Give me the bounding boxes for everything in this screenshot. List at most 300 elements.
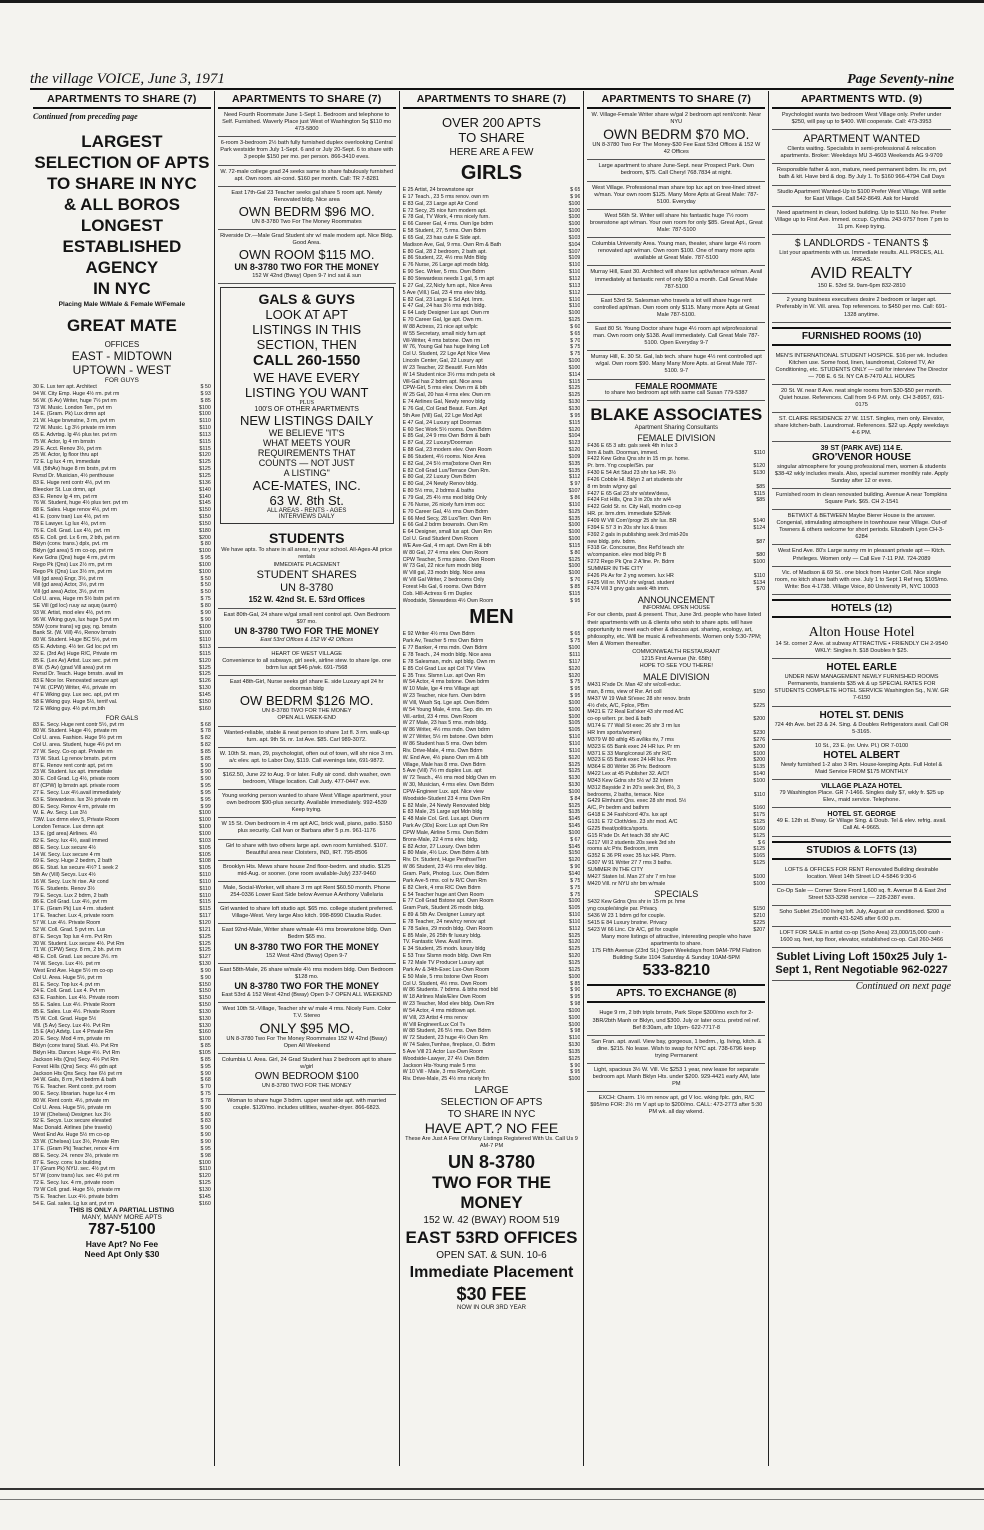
listing-text: F394 E 57 3 in 20s shr lux & travs <box>587 524 667 531</box>
ad-text: IMMEDIATE PLACEMENT <box>273 561 340 568</box>
listing-price: $110 <box>569 734 581 741</box>
listing-text: 86 E. Stud. lux secure 4½? 1 seek 2 <box>33 865 119 872</box>
classified-ad: Huge 9 rm, 2 bth triplx brnstn, Park Slope $300/mo exch for 2-3BR/2bth Manh or Bklyn, und $300. July or later occu. pretrd rel ref. Bef 8:30am, aftr 10pm- 622-7717-8 <box>587 1007 765 1035</box>
listing-price: $150 <box>199 698 211 705</box>
listing-row <box>587 559 765 566</box>
largest-line: LONGEST <box>80 216 163 235</box>
listing-text: M420 Vill. nr NYU shr bm w/male <box>587 880 666 887</box>
listing-row <box>33 886 211 893</box>
listing-row <box>33 494 211 501</box>
listing-text: new bldg. priv. bdrm. <box>587 538 637 545</box>
listing-text: W 55 Secretary, small nicly furn apt <box>402 330 486 337</box>
listing-price: $150 <box>199 520 211 527</box>
listing-row <box>33 535 211 542</box>
ace-line: WE BELIEVE "IT'S <box>268 428 345 439</box>
largest-line: ESTABLISHED AGENCY <box>62 237 182 277</box>
listing-text: W 10 Vill - Male, 3 rms Renly/Contr. <box>402 1069 487 1076</box>
listing-price: $120 <box>199 657 211 664</box>
listing-row <box>33 1173 211 1180</box>
announcement-address: 1215 First Avenue (Nr. 65th) <box>641 655 712 662</box>
classified-ad: West End Ave. 80's Large sunny rm in pleasant private apt — Kitch. Privileges. Women only — Call Eve 7-11 P.M. 724-2089 <box>772 545 951 566</box>
listing-price: $ 50 <box>200 384 211 390</box>
listing-text: 13 E. (gd area) Airlines. 4½ <box>33 831 98 837</box>
listing-row <box>33 610 211 617</box>
listing-text: 78 E Lawyer. Lg lux 4½, pvt rm <box>33 520 106 527</box>
listing-row <box>587 443 765 450</box>
listing-price: $ 60 <box>570 323 581 330</box>
listing-text: W 72 Teach., 4½ rms mod bldg Own rm <box>402 775 496 782</box>
listing-row <box>587 833 765 840</box>
listing-row <box>33 763 211 770</box>
listing-text: F409 W Vill Com'/progr 25 shr lux. BR <box>587 518 677 524</box>
listing-price: $100 <box>753 873 766 880</box>
ad-headline: Alton House Hotel <box>808 624 915 640</box>
classified-ad: ST. CLAIRE RESIDENCE 27 W. 11ST. Singles, men only. Elevator, share kitchen-bath. Laundromat. References. $22 up. Apply weekdays 4-6 PM. <box>772 413 951 441</box>
listing-text: W 88 Actress, 21 nice apt w/fplc <box>402 323 478 330</box>
ace-line: SECTION, THEN <box>256 337 357 353</box>
listing-text: 5 Ave (Vill.) Gal, 23 4 rms elev bldg. <box>402 289 487 296</box>
listing-price: $ 90 <box>200 1125 211 1132</box>
listing-row <box>33 756 211 763</box>
listing-price: $100 <box>753 559 766 566</box>
listing-row <box>403 1069 581 1076</box>
blake-many: Many more listings of attractive, interesting people who have apartments to share. <box>601 933 752 947</box>
classified-ad: MEN'S INTERNATIONAL STUDENT HOSPICE. $16 per wk. Includes Kitchen use. Some food, linen, laundromat, Colored TV, Air Conditioning, etc. STUDENTS ONLY — call for interview The Director — 708 E. 6 St. NY CA 8-7470 ALL HOURS <box>772 350 951 385</box>
listing-row <box>33 1036 211 1043</box>
listing-row <box>33 872 211 879</box>
listing-text: M421 E 72 Real Est'xker 43 shr mod A/C <box>587 709 684 716</box>
listing-price: $100 <box>568 973 581 980</box>
listing-price: $121 <box>199 926 211 933</box>
listing-text: 87 E. Secys Top lux 4 rm. Pvt Rm <box>33 933 112 940</box>
ad-text: UNDER NEW MANAGEMENT NEWLY FURNISHED ROOMS Permanents, transients $35 wk & up SPECIAL RATES FOR STUDENTS COMPLETE HOTEL SERVICE Washington Sq., N.W. GR 7-6150 <box>774 674 949 702</box>
listing-row <box>33 617 211 624</box>
listing-row <box>33 405 211 412</box>
listing-text: Park Av, Teacher 5 rms Own Bdrm <box>402 638 484 645</box>
listing-text: W Vill, Wash Sq. Lge apt. Own Bdrm <box>402 699 489 706</box>
listing-row <box>403 631 581 638</box>
listing-price: $ 98 <box>570 1028 581 1035</box>
listing-row <box>33 1050 211 1057</box>
listing-text: Bronx-Male, 22 4 rms elev. bldg. <box>402 836 479 843</box>
listing-price: $ 95 <box>570 686 581 693</box>
classified-ad <box>772 780 951 808</box>
listing-row <box>587 518 765 525</box>
listing-row <box>33 596 211 603</box>
listing-price: $109 <box>568 255 581 262</box>
largest-line: IN NYC <box>93 279 151 298</box>
listing-row <box>403 447 581 454</box>
classified-ad: LOFTS & OFFICES FOR RENT Renovated Building desirable location. West 14th Street LO 4-5846 9:30-6 <box>772 864 951 885</box>
listing-row <box>403 529 581 536</box>
listing-price: $104 <box>568 241 581 248</box>
listing-text: 71 W. (CPW) Secy. 8 rm, 2 bh. pvt rm <box>33 947 122 954</box>
listing-text: 79 W Coll. grad. Huge 5½, private rm <box>33 1186 121 1193</box>
listing-price: $115 <box>199 906 211 913</box>
listing-price: $ 93 <box>200 390 211 397</box>
listing-text: CPW-Girl, 5 rms elev. Own rm & bth <box>402 385 488 392</box>
listing-row <box>587 723 765 730</box>
ad-text: 150 E. 53rd St. 9am-6pm 832-2810 <box>817 283 906 290</box>
listing-price: $105 <box>199 851 211 858</box>
listing-row <box>587 484 765 491</box>
listing-row <box>33 1112 211 1119</box>
listing-text: 96 W. Wking guys, lux huge 5 pvt rm <box>33 616 119 623</box>
listing-row <box>403 522 581 529</box>
listing-text: 94 W. City Emp. Huge 4½ rm. pvt rm <box>33 390 120 397</box>
listing-price: $100 <box>753 750 766 757</box>
listing-text: Jackson Hts Qns Secy. hse 6½ pvt rm <box>33 1070 123 1077</box>
ad-headline: HEART OF WEST VILLAGE <box>271 650 342 657</box>
listing-row <box>33 630 211 637</box>
blake-address: 175 Fifth Avenue (23rd St.) Open Weekdays from 9AM-7PM Flatiron Building Suite 1104 Saturday & Sunday 10AM-5PM <box>591 948 761 962</box>
listing-price: $100 <box>568 214 581 221</box>
listing-text: yng couple/single par. Privacy <box>587 906 658 913</box>
footer-rule <box>0 1488 984 1490</box>
listing-row <box>33 941 211 948</box>
listing-price: $115 <box>569 378 581 385</box>
listing-row <box>33 858 211 865</box>
listing-price: $180 <box>199 527 211 534</box>
listing-price: $ 6 <box>757 839 766 846</box>
listing-text: W 86 Student has 5 rms. Own bdrm <box>402 740 487 747</box>
listing-row <box>403 399 581 406</box>
listing-text: 16 W. Secy. Lux hi rise. Air cond <box>33 878 109 885</box>
listing-text: Lincoln Center, Gal, 22 Luxury apt <box>402 358 483 365</box>
listing-price: $225 <box>753 919 766 926</box>
listing-row <box>33 810 211 817</box>
listing-price: $ 80 <box>200 603 211 609</box>
ad-text: East 53rd Offices & 152 W 42 Offices <box>260 636 354 643</box>
listing-price: $115 <box>199 899 211 906</box>
ad-text: Riverside Dr.—Male Grad Student shr w/ male modern apt. Nice Bldg. Good Area. <box>220 233 394 247</box>
listing-text: 20 E. Secy. Mod 4 rm, private rm <box>33 1036 111 1043</box>
listing-text: E 70 Career Gal, lge apt. Own rm. <box>402 317 483 324</box>
ace-line: COUNTS — NOT JUST <box>258 458 355 469</box>
listing-row <box>403 768 581 775</box>
two-money-hours: OPEN SAT. & SUN. 10-6 <box>436 1249 547 1261</box>
listing-row <box>33 1077 211 1084</box>
listing-text: 33 W. (Chelsea) Lux 3½, Private Rm <box>33 1138 119 1145</box>
listing-row <box>403 1049 581 1056</box>
listing-text: E 72 Secy, 25 nice furn modern apt. <box>402 207 487 214</box>
listing-row <box>33 637 211 644</box>
classified-ad <box>772 659 951 706</box>
listing-price: $ 50 <box>200 582 211 589</box>
large-selection: SELECTION OF APTS <box>440 1097 543 1109</box>
listing-text: E 72 Male TV Producer Luxury apt <box>402 959 484 966</box>
listing-row <box>403 693 581 700</box>
listing-row <box>403 591 581 598</box>
two-money-offices: EAST 53RD OFFICES <box>405 1227 578 1247</box>
listing-price: $145 <box>568 843 581 850</box>
listing-row <box>587 778 765 785</box>
listing-price: $140 <box>568 871 581 877</box>
ad-text: East 17th-Gal 23 Teacher seeks gal share 5 room apt. Newly Renovated bldg. Nice area <box>231 189 383 203</box>
listing-text: Bklyn (conv trans) Stud. 4½. Pvt Rm <box>33 1043 119 1050</box>
listing-text: F426 Pk Av for 2 yng women. lux HR <box>587 572 674 579</box>
listing-price: $ 90 <box>570 987 581 994</box>
listing-text: W 86 Student, 23 4½ rms elev bldg. <box>402 864 487 871</box>
ad-text: West 10th St.-Village, Teacher shr w/ male 4 rms. Nicely Furn. Color T.V. Stereo <box>222 1005 391 1019</box>
listing-text: 8 W. (5 Av) (grad Vill area) pvt rm <box>33 664 112 671</box>
listing-row <box>33 954 211 961</box>
listing-price: $130 <box>199 1008 211 1015</box>
listing-text: W 25 Gal, 20 has 4 rms elev. Own rm <box>402 392 491 399</box>
listing-text: Vill-Gal has 2 bdrm apt. Nice area <box>402 378 482 385</box>
listing-price: $110 <box>569 1035 581 1042</box>
classified-ad: Girl to share with two others large apt. own room furnished. $107. Beautiful area near Cloisters, IND, IRT. 795-8506 <box>218 840 396 861</box>
listing-text: M174 E 77 Wall St exec 26 shr 3 rm lux <box>587 723 681 730</box>
classified-ad: BETWIXT & BETWEEN Maybe Bierer House is the answer. Congenial, stimulating atmosphere in townhouse near Village. Out-of Towners & others welcome for short periods. Elizabeth Lyon CH-3-6284 <box>772 510 951 545</box>
listing-row <box>403 372 581 379</box>
listing-price: $125 <box>568 959 581 966</box>
listing-price: $100 <box>199 404 211 411</box>
male-division: MALE DIVISION <box>643 672 710 683</box>
listing-text: 57 W (conv trans) lux. sec 4½ pvt rm <box>33 1173 120 1180</box>
listing-price: $125 <box>568 1055 581 1062</box>
listing-text: 85 E. (Lex Av) Artist. Lux sec. pvt rm <box>33 657 119 664</box>
footer-rule-thin <box>0 1499 984 1500</box>
listing-price: $ 99 <box>200 803 211 810</box>
listing-price: $125 <box>568 802 581 809</box>
listing-price: $150 <box>568 850 581 857</box>
listing-price: $100 <box>568 1014 581 1021</box>
listing-text: 63 E. Fashion. Lux 4½. Private room <box>33 995 119 1002</box>
listing-text: Col U. area, Huge rm 5½ bstn pvt rm <box>33 596 120 603</box>
listing-price: $150 <box>753 688 766 695</box>
listing-text: W Vill gal, 23 modn bldg. Nice area <box>402 570 486 577</box>
listing-text: A/C, Pr bedrm and bathrm <box>587 805 650 812</box>
listing-text: Vill. (5 Av) Secy. Lux 4½. Pvt Rm <box>33 1022 111 1029</box>
listing-row <box>33 906 211 913</box>
ad-text: 79 Washington Place. GR 7-1466. Singles daily $7, wkly fr. $25 up Elev., maid service. Telephone. <box>779 790 944 804</box>
listing-note: These Are Just A Few Of Many Listings Registered With Us. Call Us 9 AM-7 PM <box>405 1136 578 1150</box>
listing-price: $ 75 <box>570 891 581 898</box>
listing-price: $115 <box>569 542 581 549</box>
listing-row <box>33 728 211 735</box>
listing-row <box>33 706 211 713</box>
listing-text: West End Ave. Huge 5½ rm co-op <box>33 967 113 974</box>
listing-text: F422 Gold St. nr. City Hall, modrn co-op <box>587 504 682 511</box>
ace-address: 63 W. 8th St. <box>269 493 344 509</box>
listing-price: $100 <box>568 699 581 706</box>
listing-row <box>33 845 211 852</box>
listing-price: $160 <box>199 705 211 712</box>
listing-row <box>33 749 211 756</box>
listing-row <box>33 1139 211 1146</box>
listing-text: 87 E. Renov rent contr apt, pvt rm <box>33 762 113 769</box>
ad-headline: OW BEDRM $126 MO. <box>239 693 374 709</box>
listing-row <box>33 1098 211 1105</box>
listing-price: $ 65 <box>570 187 581 193</box>
ad-text: We have apts. To share in all areas, nr your school. All-Ages-All price rentals <box>221 547 393 561</box>
listing-row <box>403 816 581 823</box>
listing-price: $ 50 <box>200 589 211 596</box>
listing-text: 24 E. Coll. Grad. Lux 4. Pvt rm <box>33 988 105 995</box>
listing-row <box>403 563 581 570</box>
listing-row <box>403 331 581 338</box>
listing-text: E 66 Med Secy, 28 Lux/Terr. Own Rm <box>402 515 491 522</box>
listing-text: W 74 Sales,Twnhse, fireplace, O. Bdrm <box>402 1042 496 1049</box>
ad-text: East 48th-Girl, Nurse seeks girl share E. side Luxury apt 24 hr doorman bldg <box>229 679 384 693</box>
listing-row <box>587 927 765 934</box>
listing-row <box>403 427 581 434</box>
listing-text: E 25 Artist, 24 brownstone apr <box>402 187 474 193</box>
ace-line: ALL AREAS - RENTS - AGES <box>266 508 347 515</box>
listing-row <box>33 480 211 487</box>
listing-text: 83 E Nice lor. Renovated secure apt <box>33 678 118 685</box>
listing-price: $130 <box>199 1022 211 1029</box>
listing-text: 17 E. (Gram Pk) Lux 4 rm. student <box>33 906 114 913</box>
listing-text: S436 W 23 1 bdrm gd for couple. <box>587 913 666 920</box>
listing-row <box>403 1063 581 1070</box>
classified-ad <box>772 740 951 780</box>
listing-text: 41 E. (conv tran) Lux 4½, pvt rm <box>33 514 109 521</box>
listing-row <box>587 757 765 764</box>
listing-row <box>33 439 211 446</box>
listing-price: $100 <box>199 1036 211 1043</box>
listing-price: $ 86 <box>570 494 581 501</box>
listing-price: $125 <box>199 1180 211 1187</box>
ad-headline: OWN BEDRM $70 MO. <box>603 126 750 143</box>
listing-price: $134 <box>753 579 766 586</box>
listing-price: $210 <box>753 913 766 920</box>
listing-price: $ 90 <box>200 609 211 616</box>
listing-text: E 86 Student, 22, 4½ rms Mdn Bldg <box>402 255 487 262</box>
listing-price: $150 <box>199 507 211 514</box>
listing-row <box>33 947 211 954</box>
listing-price: $ 90 <box>200 1104 211 1111</box>
listing-text: 65 E. Advtsng. 4½ ter. Gd loc pvt rm <box>33 644 118 651</box>
listing-text: 75 W. Coll. Grad. Huge 5½ <box>33 1015 97 1022</box>
listing-price: $130 <box>199 685 211 692</box>
listing-price: $ 75 <box>570 351 581 358</box>
classified-ad: Need apartment in clean, locked building. Up to $110. No fee. Prefer Village up to First Ave. Immed. occup. Cynthia. 243-9757 from 7 pm to 11 pm. Keep trying. <box>772 207 951 235</box>
listing-row <box>587 920 765 927</box>
classified-ad: Girl wanted to share loft studio apt. $65 mo. college student preferred. Village-West. Very large Also kitch. 998-8990 Claudia Ruder. <box>218 903 396 924</box>
listing-price: $110 <box>199 885 211 892</box>
classified-ad: LOFT FOR SALE in artist co-op (Soho Area) 23,000/15,000 cash · 1600 sq. feet, top floor, elevator, established co-op. Call 260-3466 <box>772 927 951 948</box>
listing-row <box>403 960 581 967</box>
classified-ad: Responsible father & son, mature, need permanent bdrm. liv. rm, pvt bath & kit. Have bird & dog. By July 1. To $160 966-4794 Call Days <box>772 164 951 185</box>
listing-row <box>33 742 211 749</box>
listing-row <box>587 491 765 498</box>
listing-text: W 72 Student, 23 huge 4½ Own Rm <box>402 1035 488 1042</box>
listing-text: E 89 & 5th Av. Designer Luxury apt <box>402 912 485 919</box>
listing-text: Gram Park, Student 26 modn bldg. <box>402 905 485 912</box>
listing-price: $125 <box>568 761 581 768</box>
listing-price: $ 95 <box>200 783 211 790</box>
listing-text: E 78 Sales, 29 modn bldg. Own Room <box>402 925 493 932</box>
ad-headline: UN 8-3780 TWO FOR THE MONEY <box>234 262 379 273</box>
listing-row <box>587 497 765 504</box>
listing-row <box>33 831 211 838</box>
listing-price: $276 <box>753 736 766 743</box>
listing-text: W 18 Airlines Male/Elev Own Room <box>402 994 487 1001</box>
continued-note: Continued from preceding page <box>33 112 138 121</box>
listing-price: $114 <box>569 371 581 378</box>
masthead-right: Page Seventy-nine <box>847 72 954 87</box>
listing-row <box>33 722 211 729</box>
over-200: TO SHARE <box>458 130 525 145</box>
uptown-west: UPTOWN - WEST <box>72 363 172 377</box>
listing-text: Rvrsd Dr. Teach. Huge brnstn. avail im <box>33 671 124 678</box>
listing-price: $ 75 <box>570 344 581 351</box>
listing-text: 73 W. Music. London Terr., pvt rm <box>33 404 112 411</box>
listing-text: 88 E. Sales. Huge renov 4½, pvt rm <box>33 507 117 514</box>
listing-row <box>587 874 765 881</box>
listing-price: $ 90 <box>570 1062 581 1069</box>
listing-text: W 54 Actor, 4 rms midtown apt. <box>402 1007 476 1014</box>
listing-text: F374 Vill 3 grvy gals seek 4th imm. <box>587 586 670 593</box>
listing-row <box>403 898 581 905</box>
listing-price: $124 <box>753 524 766 531</box>
listing-text: E 76 Gal, Col Grad Beaut. Furn. Apt <box>402 406 488 412</box>
listing-text: E 64 Lady Designer Lux apt. Own rm <box>402 310 490 317</box>
listing-text: Park Av & 34th-Exec Lux-Own Room <box>402 966 490 973</box>
listing-row <box>33 658 211 665</box>
listing-row <box>33 555 211 562</box>
classified-ad: W. 72-male college grad 24 seeks same to share fabulously furnished apt. Own room. air-cond. $160 per month. Call: TR 7-8281 <box>218 166 396 187</box>
listing-price: $175 <box>753 812 766 819</box>
listing-row <box>587 853 765 860</box>
listing-price: $117 <box>569 658 581 665</box>
listing-price: $104 <box>568 433 581 440</box>
listing-text: E 65 Gal, 23 has cute E Side apt. <box>402 234 481 241</box>
listing-row <box>403 871 581 878</box>
listing-price: $ 65 <box>570 330 581 337</box>
listing-row <box>403 516 581 523</box>
listing-price: $125 <box>199 664 211 671</box>
largest-line: & ALL BOROS <box>63 195 180 214</box>
listing-text: F425 Vill nr. NYU shr w/grad. student <box>587 579 675 586</box>
listing-text: M422 Lex at 45 Publisher 32. A/C!! <box>587 771 670 778</box>
listing-price: $ 82 <box>200 735 211 742</box>
ad-headline: UN 8-3780 TWO FOR THE MONEY <box>234 980 379 991</box>
listing-text: 72 E. Lg lux 4 rm, immediate <box>33 459 101 466</box>
listing-row <box>33 678 211 685</box>
listing-text: Park Ave-5 rms. col tv R/C Own Rm <box>402 877 487 884</box>
listing-text: Pr. brm. Yng couple/Sin. par <box>587 463 654 470</box>
classified-ad: West 56th St. Writer will share his fantastic huge 7½ room brownstone apt w/man. Your own room for only $85. Great Apt., Great Male: 787-5100 <box>587 210 765 238</box>
listing-price: $126 <box>199 678 211 685</box>
listing-text: 81 E. Secy. Top lux 4. pvt rm <box>33 981 100 988</box>
listing-text: London Terrace. Lux drmn apt <box>33 824 104 831</box>
listing-text: W 88 Student, 26 5½ rms. Own Bdrm <box>402 1028 491 1035</box>
listing-row <box>33 865 211 872</box>
guys-list <box>33 384 211 713</box>
listing-price: $105 <box>568 720 581 727</box>
listing-text: W Vill, 23 Artist 4 rms renov <box>402 1014 468 1021</box>
listing-price: $115 <box>569 590 581 597</box>
listing-row <box>403 638 581 645</box>
studios-heading: STUDIOS & LOFTS (13) <box>772 841 951 860</box>
listing-row <box>403 488 581 495</box>
listing-row <box>403 679 581 686</box>
listing-row <box>33 735 211 742</box>
listing-row <box>33 562 211 569</box>
listing-row <box>403 392 581 399</box>
listing-price: $230 <box>753 730 766 737</box>
listing-text: brm & bath. Doorman, immed. <box>587 449 659 456</box>
listing-price: $130 <box>568 782 581 789</box>
listing-text: CPW Male, Airline 5 rms. Own Bdrm <box>402 829 488 836</box>
listing-text: Woodside-Lawyer, 27 4½ Own Bdrm <box>402 1055 489 1062</box>
listing-row <box>587 906 765 913</box>
listing-row <box>33 1118 211 1125</box>
listing-price: $100 <box>568 1007 581 1014</box>
